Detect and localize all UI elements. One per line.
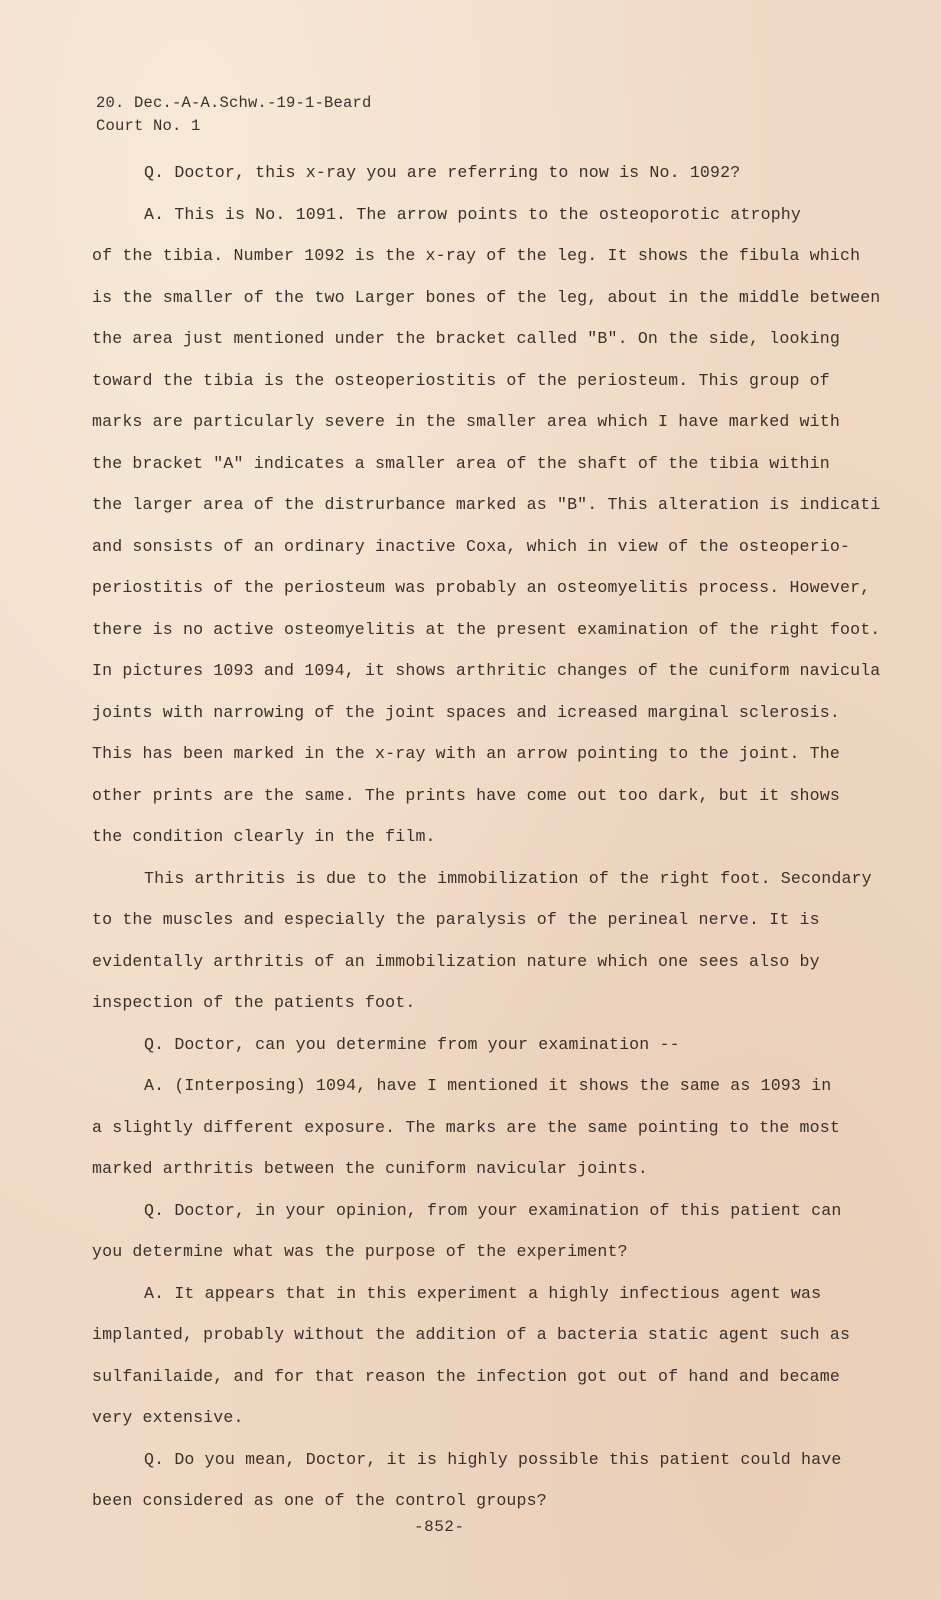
transcript-line: to the muscles and especially the paralysis of the perineal nerve. It is	[92, 910, 820, 929]
transcript-line: This has been marked in the x-ray with an arrow pointing to the joint. The	[92, 744, 840, 763]
header-court: Court No. 1	[96, 117, 201, 135]
transcript-line: is the smaller of the two Larger bones of the leg, about in the middle between	[92, 287, 881, 307]
transcript-line: marks are particularly severe in the smaller area which I have marked with	[92, 412, 840, 431]
transcript-line: Q. Doctor, this x-ray you are referring to now is No. 1092?	[144, 163, 741, 182]
transcript-line: sulfanilaide, and for that reason the infection got out of hand and became	[92, 1366, 840, 1386]
transcript-line: of the tibia. Number 1092 is the x-ray of the leg. It shows the fibula which	[92, 246, 861, 265]
transcript-line: marked arthritis between the cuniform navicular joints.	[92, 1159, 648, 1178]
transcript-line: inspection of the patients foot.	[92, 993, 416, 1012]
transcript-line: there is no active osteomyelitis at the present examination of the right foot.	[92, 619, 881, 639]
transcript-line: the condition clearly in the film.	[92, 827, 436, 846]
transcript-line: toward the tibia is the osteoperiostitis of the periosteum. This group of	[92, 370, 830, 390]
transcript-line: been considered as one of the control groups?	[92, 1491, 547, 1510]
transcript-line: the area just mentioned under the bracket called "B". On the side, looking	[92, 329, 840, 348]
header-reference: 20. Dec.-A-A.Schw.-19-1-Beard	[96, 94, 372, 112]
transcript-line: joints with narrowing of the joint spaces and icreased marginal sclerosis.	[92, 702, 840, 722]
page-number: -852-	[414, 1518, 465, 1536]
transcript-line: implanted, probably without the addition of a bacteria static agent such as	[92, 1325, 851, 1344]
transcript-line: very extensive.	[92, 1408, 244, 1427]
document-header	[96, 92, 372, 138]
transcript-line: A. This is No. 1091. The arrow points to the osteoporotic atrophy	[144, 204, 802, 224]
transcript-line: Q. Do you mean, Doctor, it is highly possible this patient could have	[144, 1449, 842, 1469]
transcript-line: Q. Doctor, can you determine from your examination --	[144, 1034, 680, 1054]
transcript-line: other prints are the same. The prints have come out too dark, but it shows	[92, 785, 840, 805]
transcript-line: A. (Interposing) 1094, have I mentioned it shows the same as 1093 in	[144, 1076, 832, 1095]
transcript-line: periostitis of the periosteum was probably an osteomyelitis process. However,	[92, 578, 871, 597]
transcript-line: you determine what was the purpose of the experiment?	[92, 1242, 628, 1261]
transcript-line: evidentally arthritis of an immobilization nature which one sees also by	[92, 951, 820, 971]
transcript-line: A. It appears that in this experiment a highly infectious agent was	[144, 1283, 822, 1303]
transcript-line: the larger area of the distrurbance marked as "B". This alteration is indicati	[92, 495, 881, 514]
transcript-line: a slightly different exposure. The marks are the same pointing to the most	[92, 1117, 840, 1137]
transcript-line: In pictures 1093 and 1094, it shows arthritic changes of the cuniform navicula	[92, 661, 881, 680]
transcript-line: the bracket "A" indicates a smaller area of the shaft of the tibia within	[92, 453, 830, 473]
transcript-line: Q. Doctor, in your opinion, from your examination of this patient can	[144, 1200, 842, 1220]
transcript-body	[92, 152, 938, 1522]
transcript-line: This arthritis is due to the immobilization of the right foot. Secondary	[144, 868, 872, 888]
transcript-line: and sonsists of an ordinary inactive Coxa, which in view of the osteoperio-	[92, 536, 851, 556]
